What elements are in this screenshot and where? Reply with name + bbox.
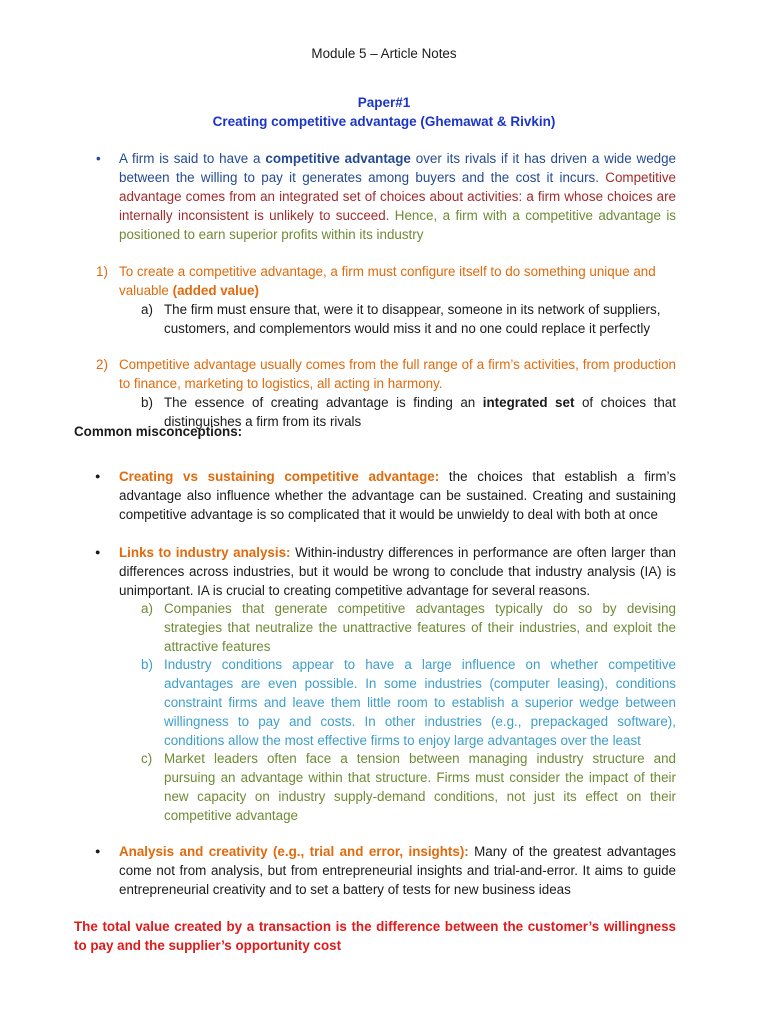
misconception-paragraph [119,543,676,600]
misconception-label: Creating vs sustaining competitive advantage: [119,469,440,484]
intro-text-2: over its rivals if it has driven a wide wedge between the willing to pay it generates among buyers and the cost it incurs. [119,151,677,185]
paper-title-text: Creating competitive advantage (Ghemawat & Rivkin) [212,114,556,129]
sub-point-marker: b) [141,657,153,672]
misconception-text: the choices that establish a firm’s advantage also influence whether the advantage can be sustained. Creating and sustaining competitive advantage is so complicated that it would be unwieldy to deal with both at once [119,469,676,522]
point-paragraph [119,262,676,300]
sub-point-marker: c) [141,751,153,766]
intro-text-4: Hence, a firm with a competitive advantage is positioned to earn superior profits within its industry [119,208,676,242]
misconception-text: Within-industry differences in performance are often larger than differences across industries, but it would be wrong to conclude that industry analysis (IA) is unimportant. IA is crucial to creating competitive advantage for several reasons. [119,545,676,598]
sub-point-marker: a) [141,601,153,616]
intro-text-1: A firm is said to have a [119,151,266,166]
sub-point-marker: b) [141,395,153,410]
bullet-marker: ● [95,471,101,481]
sub-point-text: Market leaders often face a tension between managing industry structure and pursuing an advantage within that structure. Firms must consider the impact of their new capacity on industry supply-demand conditions, not just its effect on their competitive advantage [164,751,676,823]
bullet-marker: ● [95,547,101,557]
sub-point-paragraph [164,599,676,656]
sub-point-paragraph [164,749,676,825]
misconceptions-heading [74,422,768,441]
intro-text-3: Competitive advantage comes from an integrated set of choices about activities: a firm whose choices are internally inconsistent is unlikely to succeed. [119,170,676,223]
sub-point-text: Companies that generate competitive advantages typically do so by devising strategies that neutralize the unattractive features of their industries, and exploit the attractive features [164,601,676,654]
bullet-marker: • [96,151,101,166]
sub-point-text-2: of choices that distinguishes a firm from its rivals [164,395,676,429]
misconception-label: Links to industry analysis: [119,545,291,560]
conclusion-statement [74,917,676,955]
bullet-marker: ● [95,846,101,856]
sub-point-paragraph [164,300,676,338]
sub-point-text: The firm must ensure that, were it to disappear, someone in its network of suppliers, customers, and complementors would miss it and no one could replace it perfectly [164,302,661,336]
misconception-paragraph [119,842,676,899]
misconceptions-heading-text: Common misconceptions: [74,424,243,439]
header-text: Module 5 – Article Notes [311,46,457,61]
misconception-paragraph [119,467,676,524]
sub-point-bold-term: integrated set [482,395,575,410]
sub-point-marker: a) [141,302,153,317]
intro-bold-term: competitive advantage [265,151,411,166]
misconception-text: Many of the greatest advantages come not from analysis, but from entrepreneurial insights and trial-and-error. It aims to guide entrepreneurial creativity and to set a battery of tests for new business ideas [119,844,676,897]
point-marker: 2) [96,357,108,372]
document-header [0,44,768,63]
sub-point-text-1: The essence of creating advantage is finding an [164,395,483,410]
misconception-label: Analysis and creativity (e.g., trial and error, insights): [119,844,469,859]
point-text: Competitive advantage usually comes from the full range of a firm’s activities, from production to finance, marketing to logistics, all acting in harmony. [119,357,676,391]
intro-paragraph [119,149,676,244]
paper-label [0,93,768,112]
point-marker: 1) [96,264,108,279]
paper-title [0,112,768,131]
point-paragraph [119,355,676,393]
point-bold-term: (added value) [172,283,259,298]
conclusion-text: The total value created by a transaction is the difference between the customer’s willingness to pay and the supplier’s opportunity cost [74,919,676,953]
sub-point-text: Industry conditions appear to have a large influence on whether competitive advantages are even possible. In some industries (computer leasing), conditions constraint firms and leave them little room to establish a superior wedge between willingness to pay and costs. In other industries (e.g., prepackaged software), conditions allow the most effective firms to enjoy large advantages over the least [164,657,676,748]
paper-label-text: Paper#1 [357,95,411,110]
sub-point-paragraph [164,655,676,750]
point-text: To create a competitive advantage, a firm must configure itself to do something unique and valuable [119,264,656,298]
